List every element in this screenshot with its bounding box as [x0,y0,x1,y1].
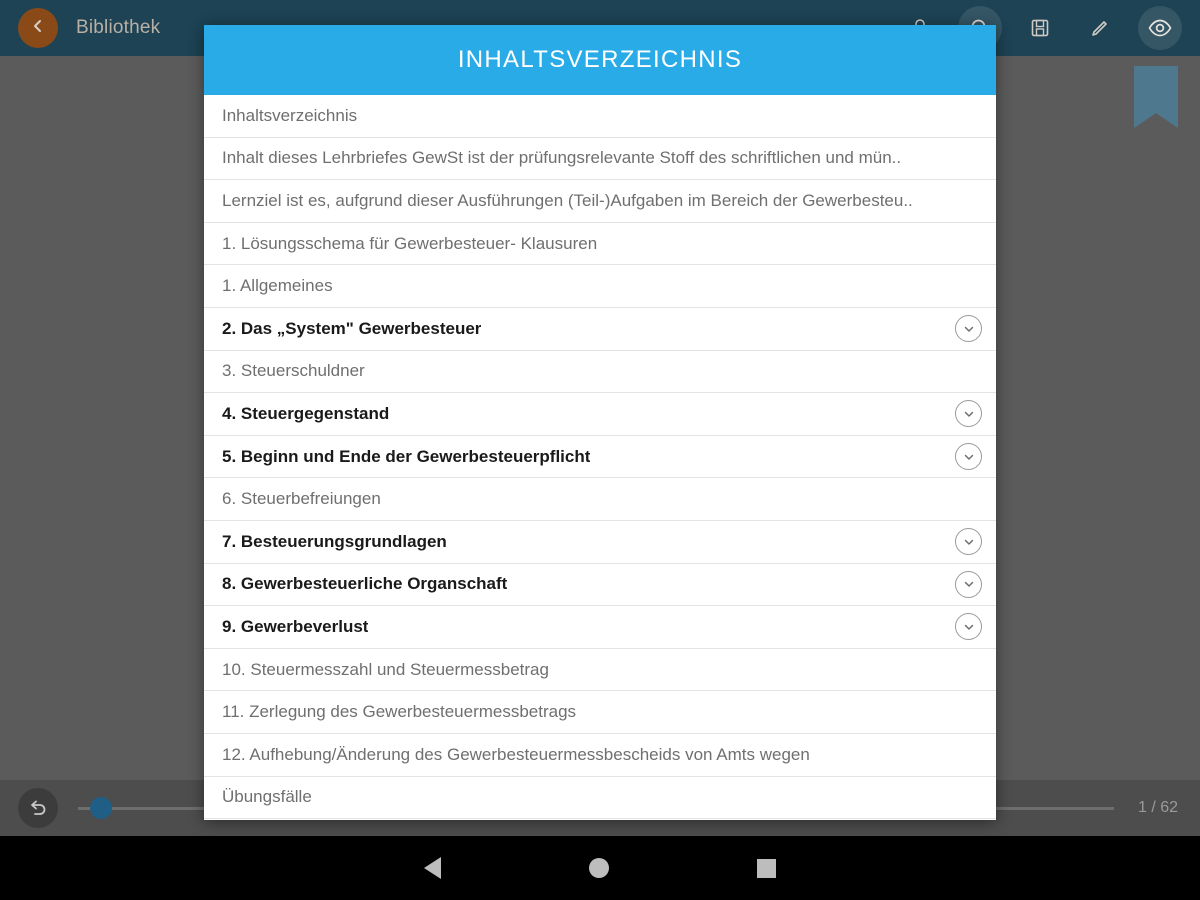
toc-item-label: 3. Steuerschuldner [222,361,365,381]
toc-item[interactable] [204,691,996,734]
toc-item-label: 2. Das „System" Gewerbesteuer [222,318,482,338]
toc-item[interactable] [204,478,996,521]
table-of-contents-dialog [204,25,996,820]
toc-item[interactable] [204,351,996,394]
toc-item-label: 10. Steuermesszahl und Steuermessbetrag [222,659,549,679]
toc-title: INHALTSVERZEICHNIS [457,46,743,73]
toc-item-label: 8. Gewerbesteuerliche Organschaft [222,574,508,594]
toc-item[interactable] [204,138,996,181]
page-slider-thumb[interactable] [90,797,112,819]
nav-home-icon[interactable] [589,858,609,878]
toc-item[interactable] [204,734,996,777]
chevron-down-icon[interactable] [955,571,982,598]
toc-item[interactable] [204,308,996,351]
nav-back-icon[interactable] [424,857,441,879]
toc-item-label: Lernziel ist es, aufgrund dieser Ausführungen (Teil-)Aufgaben im Bereich der Gewerbesteu.. [222,190,913,210]
toc-item-label: 1. Allgemeines [222,276,333,296]
eye-icon[interactable] [1138,6,1182,50]
android-navbar [0,836,1200,900]
toc-item[interactable] [204,223,996,266]
chevron-down-icon[interactable] [955,400,982,427]
toc-item-label: 5. Beginn und Ende der Gewerbesteuerpflicht [222,446,591,466]
back-button[interactable] [18,8,58,48]
toc-header [204,25,996,95]
bookmark-save-icon[interactable] [1018,6,1062,50]
chevron-left-icon [30,18,46,38]
toc-item[interactable] [204,777,996,820]
chevron-down-icon[interactable] [955,443,982,470]
toc-item-label: Übungsfälle [222,787,312,807]
toc-item[interactable] [204,180,996,223]
toc-item[interactable] [204,436,996,479]
toc-item-label: Inhalt dieses Lehrbriefes GewSt ist der prüfungsrelevante Stoff des schriftlichen und mün.. [222,148,902,168]
toc-item[interactable] [204,265,996,308]
toc-item-label: Inhaltsverzeichnis [222,105,358,125]
toc-list[interactable] [204,95,996,820]
chevron-down-icon[interactable] [955,613,982,640]
toc-item[interactable] [204,95,996,138]
pen-icon[interactable] [1078,6,1122,50]
page-indicator: 1 / 62 [1137,799,1178,816]
toc-item-label: 11. Zerlegung des Gewerbesteuermessbetrags [222,702,577,722]
nav-recent-icon[interactable] [757,859,776,878]
chevron-down-icon[interactable] [955,315,982,342]
toc-item-label: 7. Besteuerungsgrundlagen [222,531,447,551]
toc-item-label: 12. Aufhebung/Änderung des Gewerbesteuermessbescheids von Amts wegen [222,744,810,764]
toc-item-label: 9. Gewerbeverlust [222,616,369,636]
undo-icon[interactable] [18,788,58,828]
toc-item[interactable] [204,521,996,564]
toc-item[interactable] [204,564,996,607]
library-title: Bibliothek [76,17,161,38]
chevron-down-icon[interactable] [955,528,982,555]
toc-item-label: 4. Steuergegenstand [222,403,390,423]
toc-item[interactable] [204,649,996,692]
toc-item[interactable] [204,606,996,649]
toc-item-label: 6. Steuerbefreiungen [222,489,381,509]
toc-item-label: 1. Lösungsschema für Gewerbesteuer- Klausuren [222,233,598,253]
toc-item[interactable] [204,393,996,436]
